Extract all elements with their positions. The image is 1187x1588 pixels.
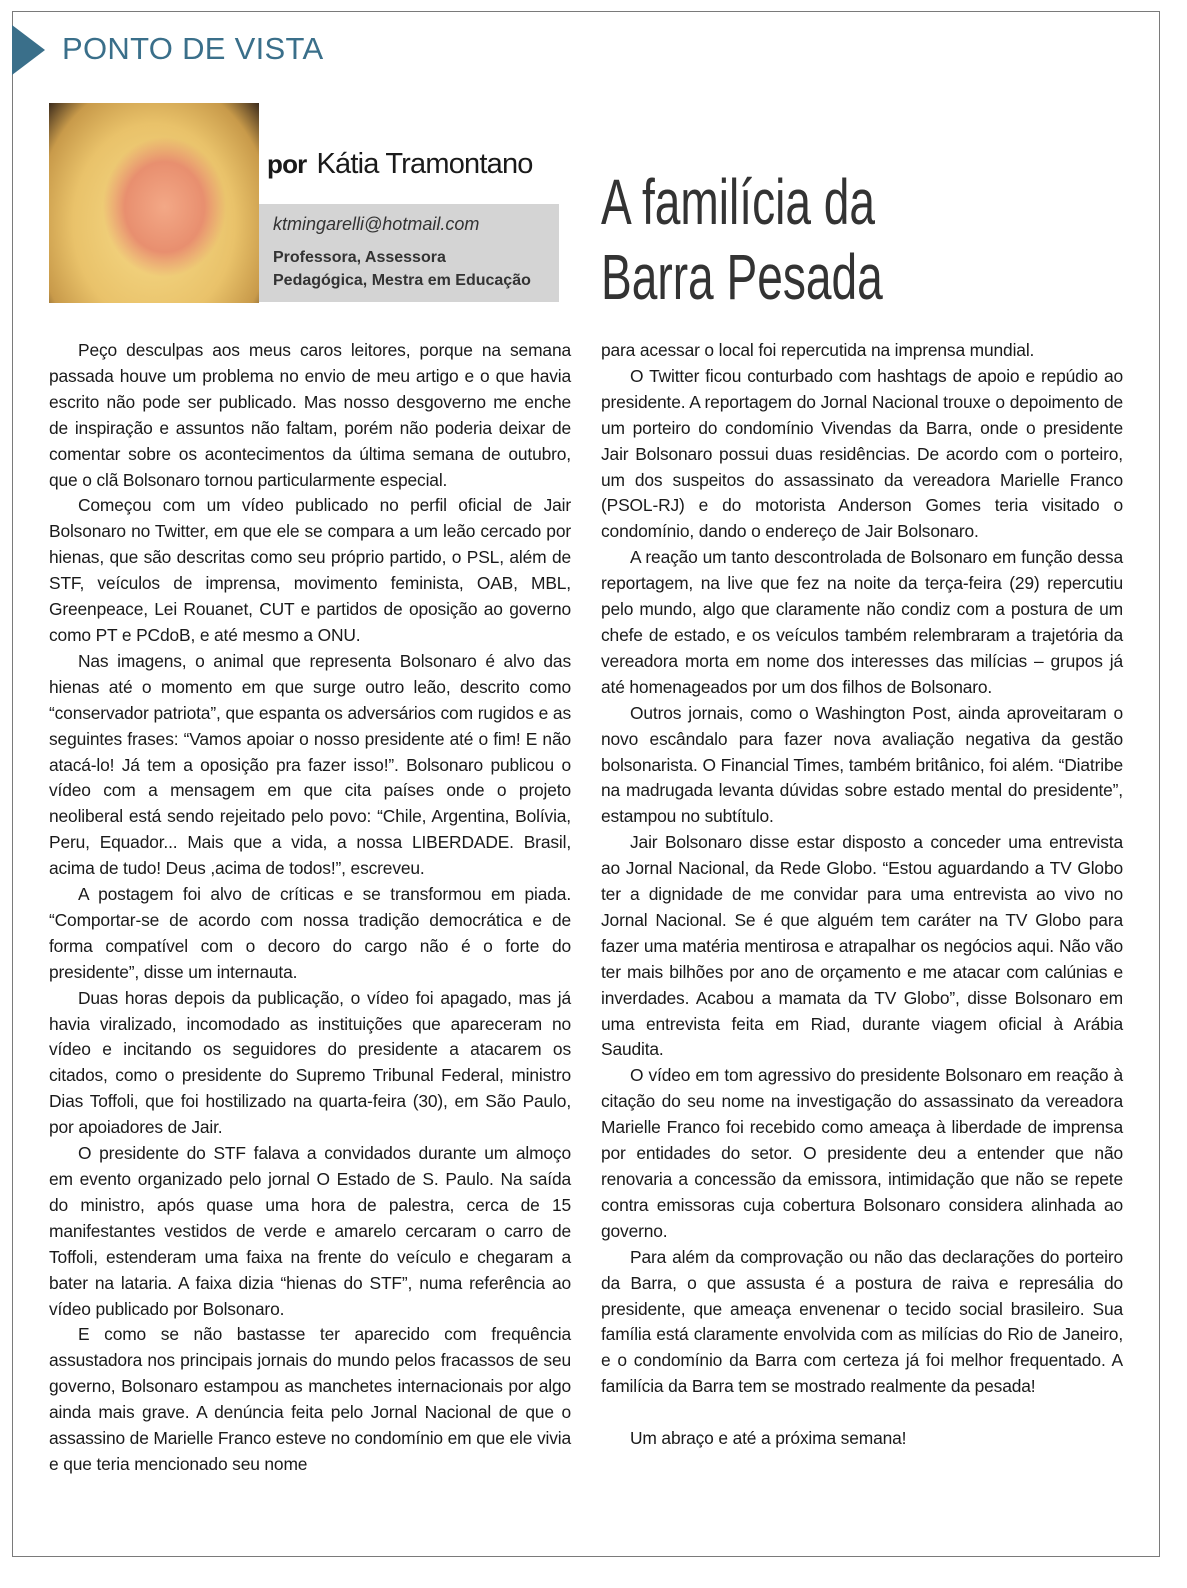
- paragraph: Duas horas depois da publicação, o vídeo foi apagado, mas já havia viralizado, incomodado as instituições que apareceram no vídeo e incitando os seguidores do presidente a atacarem os citados, como o presidente do Supremo Tribunal Federal, ministro Dias Toffoli, que foi hostilizado na quarta-feira (30), em São Paulo, por apoiadores de Jair.: [49, 987, 571, 1138]
- section-title: PONTO DE VISTA: [62, 31, 324, 66]
- paragraph: Peço desculpas aos meus caros leitores, porque na semana passada houve um problema no envio de meu artigo e o que havia escrito não pode ser publicado. Mas nosso desgoverno me enche de inspiração e assuntos não faltam, porém não poderia deixar de comentar sobre os acontecimentos da última semana de outubro, que o clã Bolsonaro tornou particularmente especial.: [49, 340, 571, 490]
- closing-line: Um abraço e até a próxima semana!: [630, 1428, 907, 1449]
- article-column-2: [601, 338, 1123, 1452]
- author-photo: [49, 103, 259, 303]
- title-line: A familícia da: [601, 166, 876, 238]
- paragraph: Começou com um vídeo publicado no perfil oficial de Jair Bolsonaro no Twitter, em que ele se compara a um leão cercado por hienas, que são descritas como seu próprio partido, o PSL, além de STF, veículos de imprensa, movimento feminista, OAB, MBL, Greenpeace, Lei Rouanet, CUT e partidos de oposição ao governo como PT e PCdoB, e até mesmo a ONU.: [49, 495, 571, 645]
- paragraph: E como se não bastasse ter aparecido com frequência assustadora nos principais jornais do mundo pelos fracassos de seu governo, Bolsonaro estampou as manchetes internacionais por algo ainda mais grave. A denúncia feita pelo Jornal Nacional de que o assassino de Marielle Franco esteve no condomínio em que ele vivia e que teria mencionado seu nome: [49, 1324, 571, 1474]
- paragraph: Para além da comprovação ou não das declarações do porteiro da Barra, o que assusta é a postura de raiva e represália do presidente, que ameaça envenenar o tecido social brasileiro. Sua família está claramente envolvida com as milícias do Rio de Janeiro, e o condomínio da Barra com certeza já foi melhor frequentado. A familícia da Barra tem se mostrado realmente da pesada!: [601, 1246, 1123, 1397]
- byline-prefix: por: [267, 149, 307, 179]
- author-role-line: Pedagógica, Mestra em Educação: [273, 272, 531, 289]
- article-column-1: [49, 338, 571, 1478]
- paragraph: para acessar o local foi repercutida na imprensa mundial.: [601, 340, 1035, 360]
- section-arrow-icon: [12, 25, 45, 75]
- paragraph: O vídeo em tom agressivo do presidente Bolsonaro em reação à citação do seu nome na investigação do assassinato da vereadora Marielle Franco foi recebido como ameaça à liberdade de imprensa por entidades do setor. O presidente deu a entender que não renovaria a concessão da emissora, intimidação que não se repete contra emissoras cuja cobertura Bolsonaro considera alinhada ao governo.: [601, 1065, 1123, 1241]
- author-info-box: [259, 204, 559, 302]
- article-title: [601, 165, 883, 315]
- author-role: [273, 246, 531, 292]
- paragraph: O Twitter ficou conturbado com hashtags de apoio e repúdio ao presidente. A reportagem do Jornal Nacional trouxe o depoimento de um porteiro do condomínio Vivendas da Barra, onde o presidente Jair Bolsonaro possui duas residências. De acordo com o porteiro, um dos suspeitos do assassinato da vereadora Marielle Franco (PSOL-RJ) e do motorista Anderson Gomes teria visitado o condomínio, dando o endereço de Jair Bolsonaro.: [601, 365, 1123, 542]
- title-line: Barra Pesada: [601, 241, 883, 313]
- paragraph: A reação um tanto descontrolada de Bolsonaro em função dessa reportagem, na live que fez na noite da terça-feira (29) repercutiu pelo mundo, algo que claramente não condiz com a postura de um chefe de estado, e os veículos também relembraram a trajetória da vereadora morta em nome dos interesses das milícias – grupos já até homenageados por um dos filhos de Bolsonaro.: [601, 547, 1123, 697]
- paragraph: Jair Bolsonaro disse estar disposto a conceder uma entrevista ao Jornal Nacional, da Rede Globo. “Estou aguardando a TV Globo ter a dignidade de me convidar para uma entrevista ao vivo no Jornal Nacional. Se é que alguém tem caráter na TV Globo para fazer uma matéria mentirosa e atrapalhar os negócios aqui. Não vão ter mais bilhões por ano de orçamento e me atacar com calúnias e inverdades. Acabou a mamata da TV Globo”, disse Bolsonaro em uma entrevista feita em Riad, durante viagem oficial à Arábia Saudita.: [601, 832, 1123, 1060]
- paragraph: O presidente do STF falava a convidados durante um almoço em evento organizado pelo jornal O Estado de S. Paulo. Na saída do ministro, após quase uma hora de palestra, cerca de 15 manifestantes vestidos de verde e amarelo cercaram o carro de Toffoli, estenderam uma faixa na frente do veículo e chegaram a bater na lataria. A faixa dizia “hienas do STF”, numa referência ao vídeo publicado por Bolsonaro.: [49, 1143, 571, 1319]
- author-email[interactable]: ktmingarelli@hotmail.com: [273, 214, 480, 234]
- paragraph: A postagem foi alvo de críticas e se transformou em piada. “Comportar-se de acordo com nossa tradição democrática e de forma compatível com o decoro do cargo não é o forte do presidente”, disse um internauta.: [49, 884, 571, 982]
- author-role-line: Professora, Assessora: [273, 249, 446, 266]
- paragraph: Nas imagens, o animal que representa Bolsonaro é alvo das hienas até o momento em que surge outro leão, descrito como “conservador patriota”, que espanta os adversários com rugidos e as seguintes frases: “Vamos apoiar o nosso presidente até o fim! E não atacá-lo! Já tem a oposição pra fazer isso!”. Bolsonaro publicou o vídeo com a mensagem em que cita países onde o projeto neoliberal está sendo rejeitado pelo povo: “Chile, Argentina, Bolívia, Peru, Equador... Mais que a vida, a nossa LIBERDADE. Brasil, acima de tudo! Deus ,acima de todos!”, escreveu.: [49, 650, 571, 879]
- author-name: Kátia Tramontano: [316, 148, 533, 180]
- paragraph: Outros jornais, como o Washington Post, ainda aproveitaram o novo escândalo para fazer nova avaliação negativa da gestão bolsonarista. O Financial Times, também britânico, foi além. “Diatribe na madrugada levanta dúvidas sobre estado mental do presidente”, estampou no subtítulo.: [601, 702, 1123, 827]
- author-byline: [267, 148, 533, 181]
